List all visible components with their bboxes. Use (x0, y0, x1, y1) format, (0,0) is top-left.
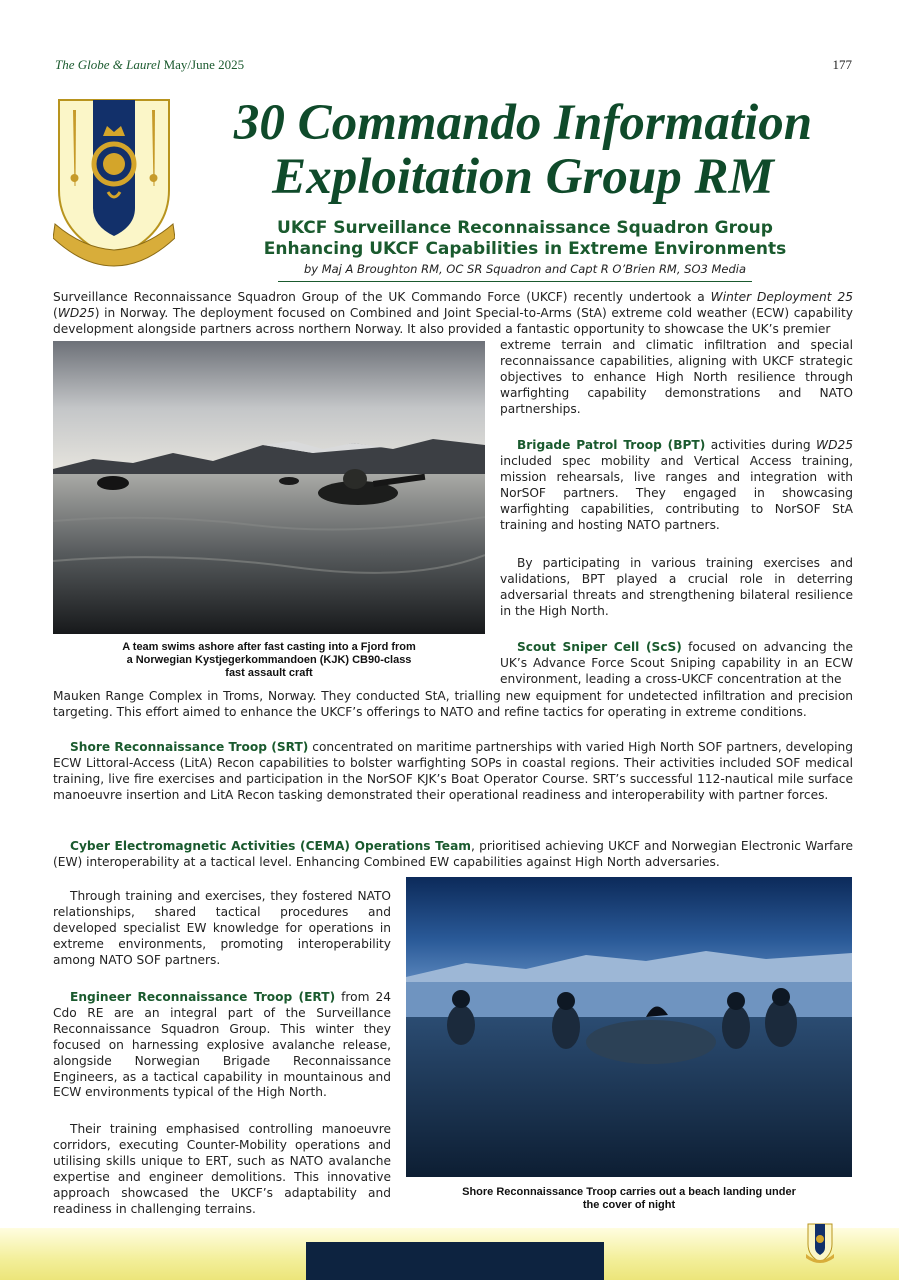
page-number: 177 (832, 57, 852, 72)
photo2-caption: Shore Reconnaissance Troop carries out a beach landing under the cover of night (462, 1186, 796, 1211)
mini-crest-icon (806, 1222, 834, 1264)
publication-name: The Globe & Laurel (55, 57, 161, 72)
article-subtitle (260, 218, 790, 260)
ert-paragraph: Engineer Reconnaissance Troop (ERT) from 24 Cdo RE are an integral part of the Surveillance Reconnaissance Squadron Group. This winter they focused on harnessing explosive avalanche release, alongside Norwegian Brigade Reconnaissance Engineers, as a tactical capability in mountainous and ECW environments typical of the High North. (53, 990, 391, 1100)
srt-heading: Shore Reconnaissance Troop (SRT) (70, 740, 309, 754)
ert-paragraph-2: Their training emphasised controlling manoeuvre corridors, executing Counter-Mobility operations and utilising skills unique to ERT, such as NATO avalanche expertise and engineer demolitions. This innovative approach showcased the UKCF’s adaptability and readiness in challenging terrains. (53, 1122, 391, 1216)
subtitle-line-1: UKCF Surveillance Reconnaissance Squadron Group (277, 218, 773, 238)
scs-heading: Scout Sniper Cell (ScS) (517, 640, 682, 654)
article-title (185, 96, 861, 204)
title-line-1: 30 Commando Information (233, 95, 813, 151)
cema-paragraph-2: Through training and exercises, they fostered NATO relationships, shared tactical procedures and developed specialist EW knowledge for operations in extreme environments, promoting interoperability among NATO SOF partners. (53, 889, 391, 967)
scs-paragraph: Scout Sniper Cell (ScS) focused on advancing the UK’s Advance Force Scout Sniping capability in an ECW environment, leading a cross-UKCF concentration at the (500, 640, 853, 686)
title-line-2: Exploitation Group RM (272, 149, 774, 205)
publication-header (55, 57, 244, 73)
intro-paragraph: Surveillance Reconnaissance Squadron Group of the UK Commando Force (UKCF) recently undertook a Winter Deployment 25 (WD25) in Norway. The deployment focused on Combined and Joint Special-to-Arms (StA) extreme cold weather (ECW) capability development alongside partners across northern Norway. It also provided a fantastic opportunity to showcase the UK’s premier (53, 290, 853, 336)
subtitle-line-2: Enhancing UKCF Capabilities in Extreme Environments (263, 239, 787, 259)
intro-continued: extreme terrain and climatic infiltration and special reconnaissance capabilities, aligning with UKCF strategic objectives to enhance High North resilience through warfighting capability demonstrations and NATO partnerships. (500, 338, 853, 416)
srt-paragraph: Shore Reconnaissance Troop (SRT) concentrated on maritime partnerships with varied High North SOF partners, developing ECW Littoral-Access (LitA) Recon capabilities to bolster warfighting SOPs in coastal regions. Their activities included SOF medical training, live fire exercises and participation in the NorSOF KJK’s Boat Operator Course. SRT’s successful 112-nautical mile surface manoeuvre insertion and LitA Recon tasking demonstrated their operational readiness and interoperability with partner forces. (53, 740, 853, 802)
cema-heading: Cyber Electromagnetic Activities (CEMA) Operations Team (70, 839, 471, 853)
royal-marines-crest-icon (53, 98, 175, 268)
photo-fjord-swimmers (53, 341, 485, 634)
bpt-paragraph-2: By participating in various training exercises and validations, BPT played a crucial role in deterring adversarial threats and strengthening bilateral resilience in the High North. (500, 556, 853, 618)
scs-continued: Mauken Range Complex in Troms, Norway. They conducted StA, trialling new equipment for undetected infiltration and precision targeting. This effort aimed to enhance the UKCF’s offerings to NATO and refine tactics for operating in extreme conditions. (53, 689, 853, 719)
cema-paragraph: Cyber Electromagnetic Activities (CEMA) Operations Team, prioritised achieving UKCF and Norwegian Electronic Warfare (EW) interoperability at a tactical level. Enhancing Combined EW capabilities against High North adversaries. (53, 839, 853, 869)
divider (278, 281, 752, 282)
footer-navy-block (306, 1242, 604, 1280)
byline: by Maj A Broughton RM, OC SR Squadron and Capt R O’Brien RM, SO3 Media (303, 262, 747, 276)
bpt-heading: Brigade Patrol Troop (BPT) (517, 438, 706, 452)
bpt-paragraph: Brigade Patrol Troop (BPT) activities during WD25 included spec mobility and Vertical Access training, mission rehearsals, live ranges and integration with NorSOF partners. They engaged in showcasing warfighting capabilities, contributing to NorSOF StA training and hosting NATO partners. (500, 438, 853, 532)
ert-heading: Engineer Reconnaissance Troop (ERT) (70, 990, 336, 1004)
issue-date: May/June 2025 (163, 57, 245, 72)
photo1-caption: A team swims ashore after fast casting into a Fjord from a Norwegian Kystjegerkommandoen (KJK) CB90-class fast assault craft (122, 641, 416, 679)
photo-beach-landing (406, 877, 852, 1177)
